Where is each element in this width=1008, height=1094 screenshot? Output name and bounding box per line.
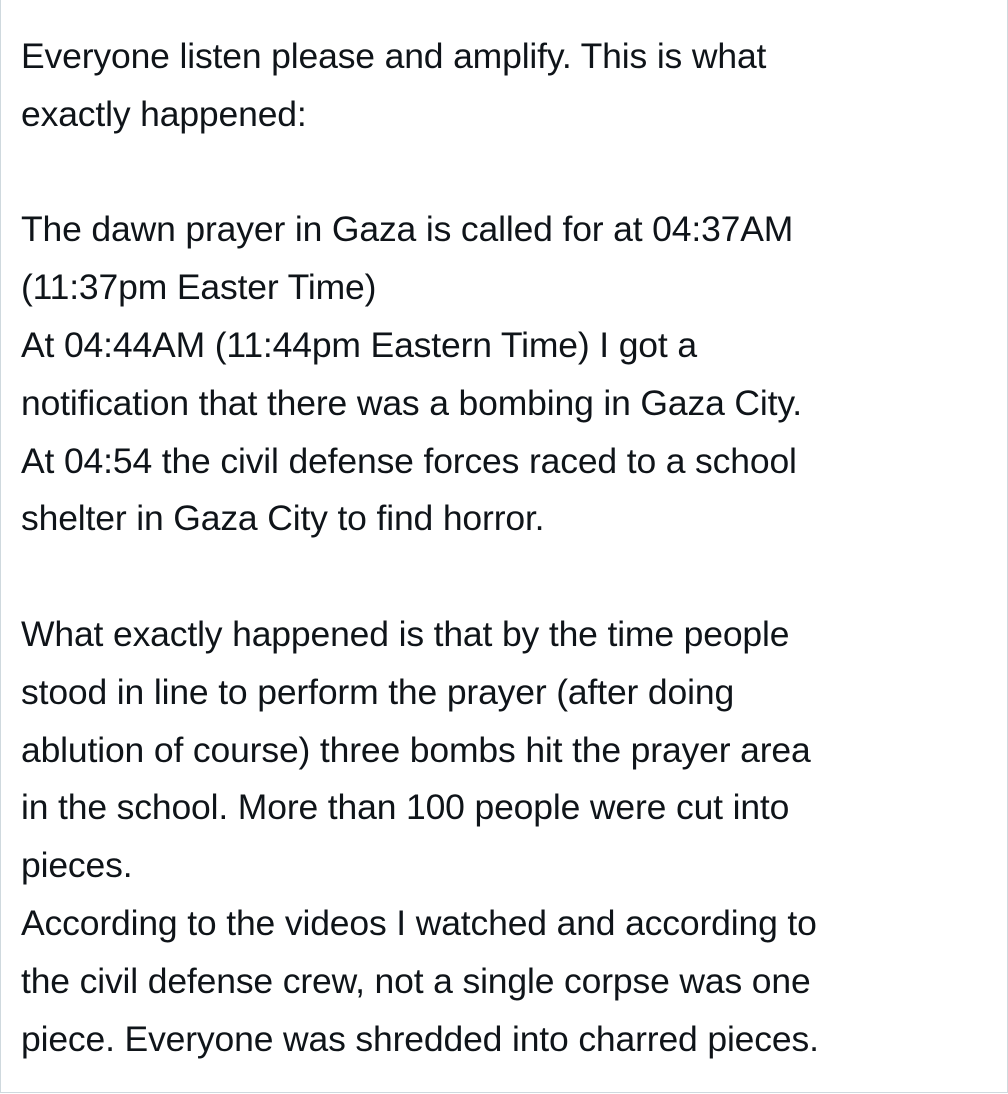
post-text — [21, 28, 1005, 1068]
post-line: At 04:54 the civil defense forces raced to a school — [21, 440, 797, 481]
post-line: in the school. More than 100 people were cut into — [21, 787, 790, 828]
post-line: the civil defense crew, not a single corpse was one — [21, 960, 811, 1001]
post-line: At 04:44AM (11:44pm Eastern Time) I got a — [21, 324, 697, 365]
paragraph-gap — [21, 144, 1005, 202]
post-line: exactly happened: — [21, 93, 307, 134]
post-line: (11:37pm Easter Time) — [21, 267, 377, 308]
post-line: According to the videos I watched and according to — [21, 902, 817, 943]
paragraph-gap — [21, 548, 1005, 606]
post-line: shelter in Gaza City to find horror. — [21, 498, 545, 539]
post-line: piece. Everyone was shredded into charred pieces. — [21, 1018, 819, 1059]
post-line: pieces. — [21, 845, 133, 886]
post-line: notification that there was a bombing in Gaza City. — [21, 382, 802, 423]
post-line: What exactly happened is that by the time people — [21, 613, 790, 654]
post-line: stood in line to perform the prayer (after doing — [21, 671, 735, 712]
post-line: The dawn prayer in Gaza is called for at 04:37AM — [21, 209, 794, 250]
post-line: Everyone listen please and amplify. This is what — [21, 36, 767, 76]
post-line: ablution of course) three bombs hit the prayer area — [21, 729, 811, 770]
